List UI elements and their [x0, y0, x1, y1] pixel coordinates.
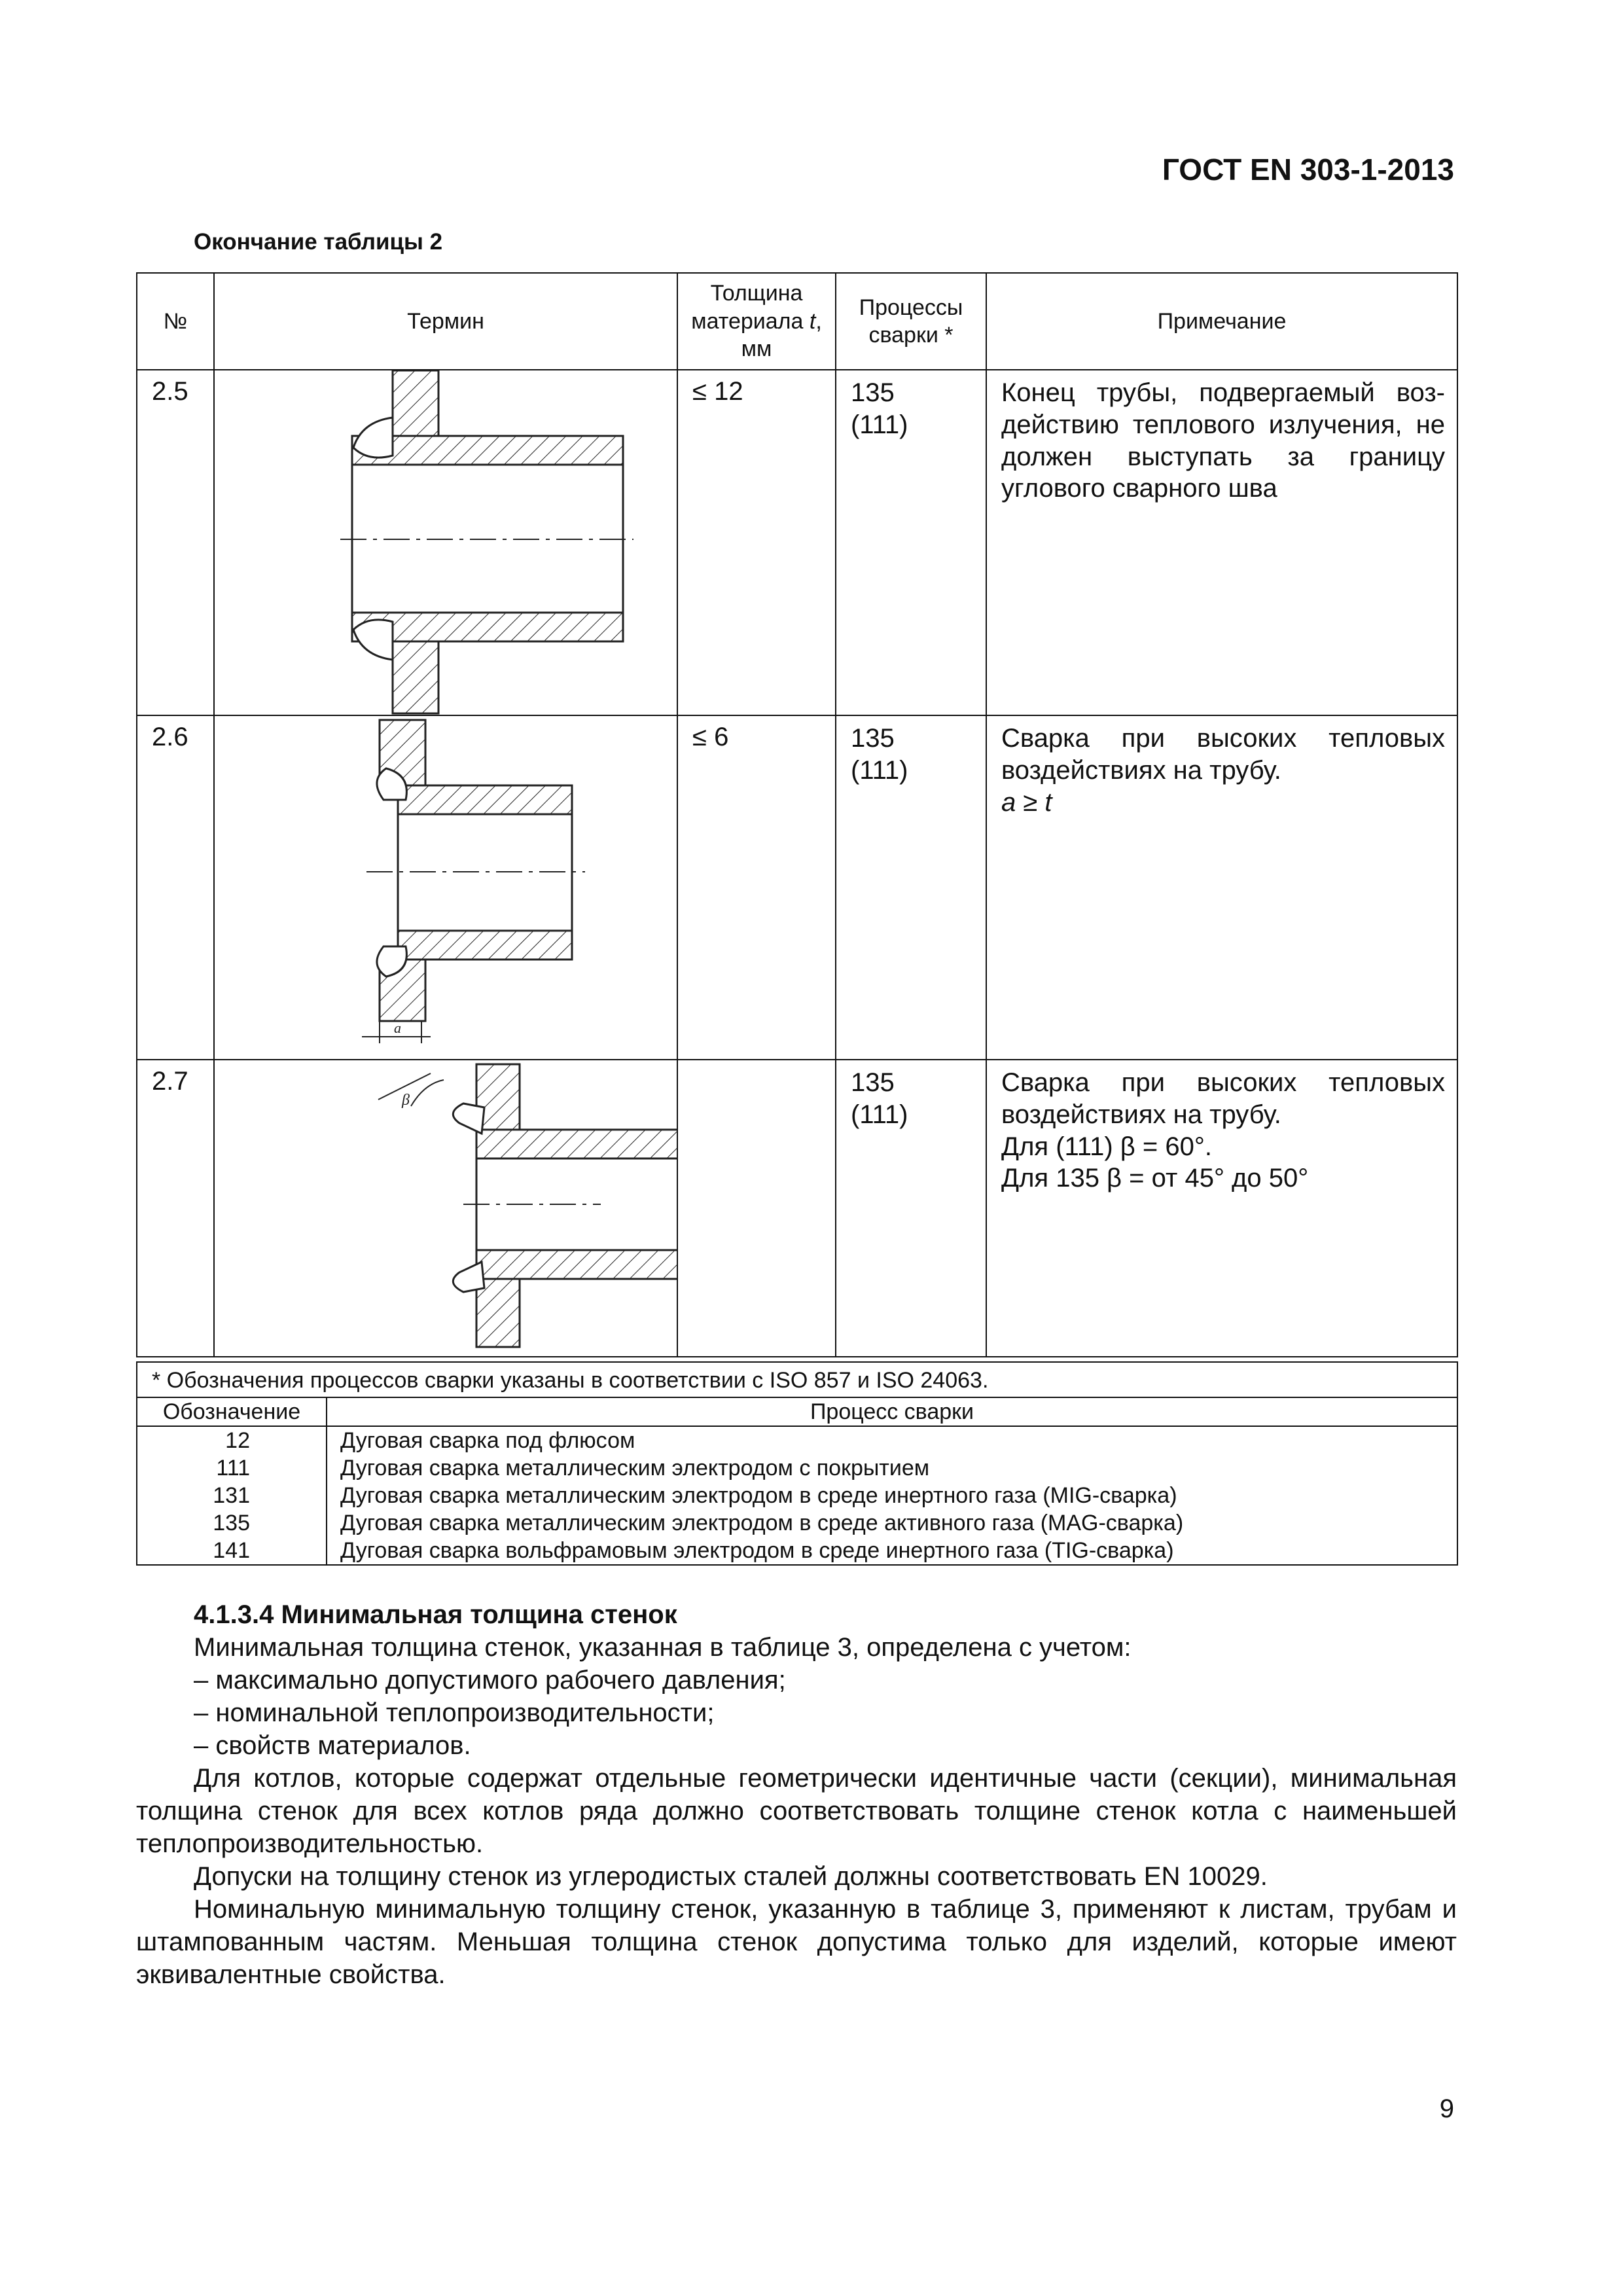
- thickness-value: ≤ 6: [677, 715, 836, 1060]
- section-heading: 4.1.3.4 Минимальная толщина стенок: [194, 1600, 677, 1629]
- table-row: [137, 715, 1457, 1060]
- svg-text:a: a: [394, 1020, 401, 1036]
- weld-drawing-icon: [215, 716, 677, 1059]
- col-header-thickness: Толщина материала t, мм: [677, 273, 836, 370]
- weld-figure-2-6: [214, 715, 677, 1060]
- weld-drawing-icon: [215, 370, 677, 715]
- document-code: ГОСТ EN 303-1-2013: [1162, 152, 1454, 187]
- note-text: Сварка при высоких тепловых воздействиях на трубу. Для (111) β = 60°. Для 135 β = от 45° до 50°: [986, 1060, 1457, 1357]
- col-header-note: Примечание: [986, 273, 1457, 370]
- paragraph: Для котлов, которые содержат отдельные геометрически идентичные части (секции), минимальная толщина стенок для всех котлов ряда должно соответствовать толщине стенок котла с наименьшей теплопроизводительностью.: [136, 1764, 1457, 1858]
- process-codes: 135 (111): [836, 715, 986, 1060]
- weld-figure-2-5: [214, 370, 677, 715]
- legend-row: 141 Дуговая сварка вольфрамовым электродом в среде инертного газа (TIG-сварка): [137, 1537, 1457, 1565]
- col-header-process: Процессы сварки *: [836, 273, 986, 370]
- row-number: 2.7: [137, 1060, 214, 1357]
- legend-header-process: Процесс сварки: [327, 1397, 1457, 1426]
- list-item: – максимально допустимого рабочего давления;: [194, 1666, 786, 1695]
- paragraph: Допуски на толщину стенок из углеродистых сталей должны соответствовать EN 10029.: [194, 1862, 1268, 1891]
- legend-row: 135 Дуговая сварка металлическим электродом в среде активного газа (MAG-сварка): [137, 1509, 1457, 1537]
- table-row: [137, 1060, 1457, 1357]
- row-number: 2.6: [137, 715, 214, 1060]
- legend-row: 111 Дуговая сварка металлическим электродом с покрытием: [137, 1454, 1457, 1482]
- thickness-value: [677, 1060, 836, 1357]
- paragraph: Минимальная толщина стенок, указанная в таблице 3, определена с учетом:: [194, 1633, 1132, 1662]
- process-codes: 135 (111): [836, 1060, 986, 1357]
- thickness-value: ≤ 12: [677, 370, 836, 715]
- row-number: 2.5: [137, 370, 214, 715]
- col-header-number: №: [137, 273, 214, 370]
- welding-table: [136, 272, 1458, 1357]
- paragraph: Номинальную минимальную толщину стенок, указанную в таблице 3, применяют к листам, трубам и штампованным частям. Меньшая толщина стенок допустима только для изделий, которые имеют эквивалентные свойства.: [136, 1895, 1457, 1989]
- list-item: – номинальной теплопроизводительности;: [194, 1698, 715, 1727]
- process-codes: 135 (111): [836, 370, 986, 715]
- process-legend-table: [136, 1361, 1458, 1566]
- legend-row: 12 Дуговая сварка под флюсом: [137, 1426, 1457, 1454]
- page-number: 9: [1439, 2094, 1454, 2123]
- table-caption: Окончание таблицы 2: [194, 229, 443, 255]
- legend-row: 131 Дуговая сварка металлическим электродом в среде инертного газа (MIG-сварка): [137, 1482, 1457, 1509]
- svg-text:β: β: [402, 1092, 410, 1109]
- list-item: – свойств материалов.: [194, 1731, 471, 1760]
- legend-header-code: Обозначение: [137, 1397, 327, 1426]
- section-body: [136, 1598, 1457, 1991]
- note-text: Сварка при высоких тепловых воздействиях на трубу. a ≥ t: [986, 715, 1457, 1060]
- weld-figure-2-7: [214, 1060, 677, 1357]
- col-header-term: Термин: [214, 273, 677, 370]
- table-footnote: * Обозначения процессов сварки указаны в соответствии с ISO 857 и ISO 24063.: [137, 1362, 1457, 1397]
- weld-drawing-icon: [215, 1060, 677, 1356]
- table-header-row: [137, 273, 1457, 370]
- table-row: [137, 370, 1457, 715]
- note-text: Конец трубы, подвергаемый воз-действию теплового излучения, не должен выступать за границу углового сварного шва: [986, 370, 1457, 715]
